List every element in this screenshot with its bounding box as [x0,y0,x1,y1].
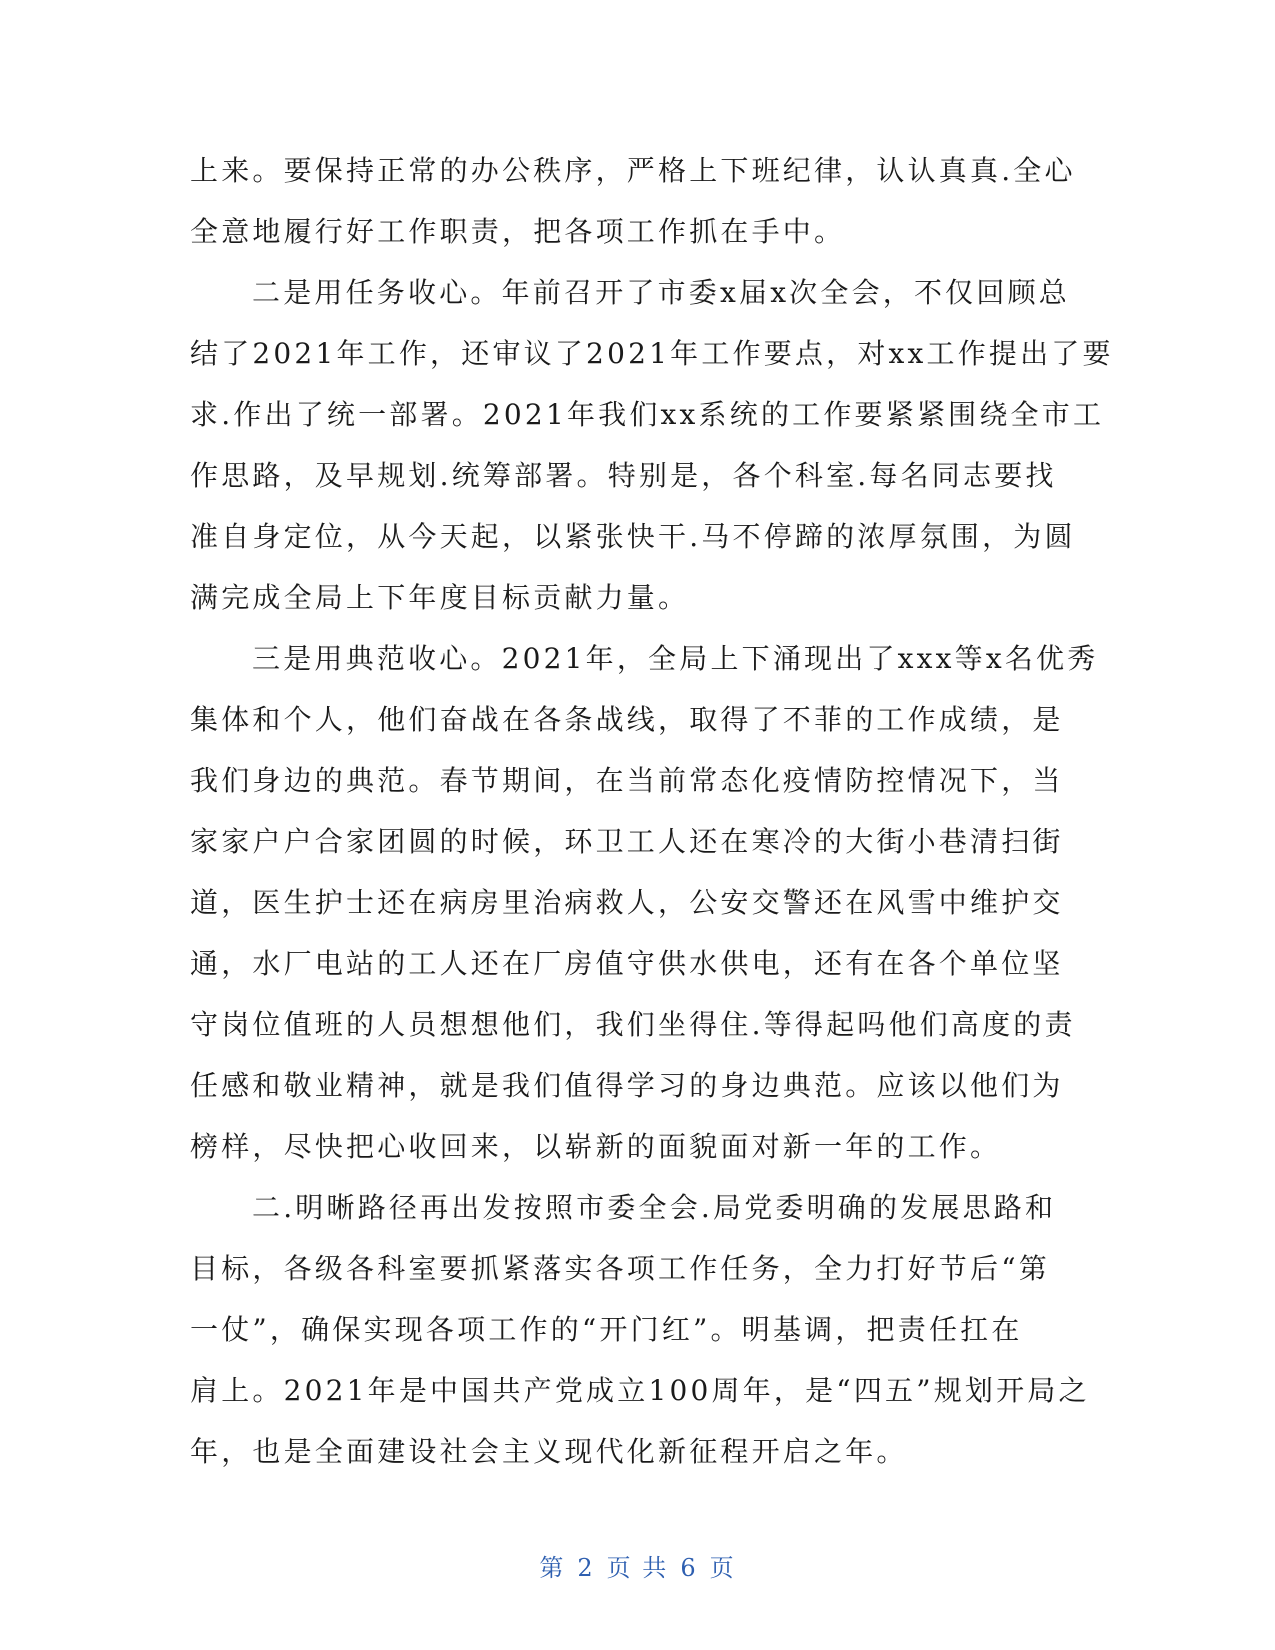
text-line: 目标，各级各科室要抓紧落实各项工作任务，全力打好节后“第 [190,1252,1050,1285]
text-line: 守岗位值班的人员想想他们，我们坐得住.等得起吗他们高度的责 [190,1008,1076,1041]
text-line: 通，水厂电站的工人还在厂房值守供水供电，还有在各个单位坚 [190,947,1064,980]
text-line: 结了2021年工作，还审议了2021年工作要点，对xx工作提出了要 [190,337,1114,370]
text-line: 上来。要保持正常的办公秩序，严格上下班纪律，认认真真.全心 [190,154,1076,187]
footer-current-page: 2 [577,1554,595,1582]
text-line: 二.明晰路径再出发按照市委全会.局党委明确的发展思路和 [252,1191,1057,1224]
text-line: 榜样，尽快把心收回来，以崭新的面貌面对新一年的工作。 [190,1130,1002,1163]
text-line: 家家户户合家团圆的时候，环卫工人还在寒冷的大街小巷清扫街 [190,825,1064,858]
footer-suffix: 页 [709,1554,736,1582]
page-footer [0,1548,1275,1583]
text-line: 全意地履行好工作职责，把各项工作抓在手中。 [190,215,846,248]
text-line: 集体和个人，他们奋战在各条战线，取得了不菲的工作成绩，是 [190,703,1064,736]
text-line: 我们身边的典范。春节期间，在当前常态化疫情防控情况下，当 [190,764,1064,797]
text-line: 求.作出了统一部署。2021年我们xx系统的工作要紧紧围绕全市工 [190,398,1105,431]
document-body [190,140,1114,1482]
text-line: 肩上。2021年是中国共产党成立100周年，是“四五”规划开局之 [190,1374,1090,1407]
text-line: 三是用典范收心。2021年，全局上下涌现出了xxx等x名优秀 [252,642,1099,675]
footer-middle: 页 共 [606,1554,669,1582]
text-line: 任感和敬业精神，就是我们值得学习的身边典范。应该以他们为 [190,1069,1064,1102]
text-line: 满完成全局上下年度目标贡献力量。 [190,581,690,614]
text-line: 作思路，及早规划.统筹部署。特别是，各个科室.每名同志要找 [190,459,1057,492]
footer-prefix: 第 [539,1554,566,1582]
text-line: 一仗”，确保实现各项工作的“开门红”。明基调，把责任扛在 [190,1313,1023,1346]
text-line: 道，医生护士还在病房里治病救人，公安交警还在风雪中维护交 [190,886,1064,919]
footer-total-pages: 6 [680,1554,698,1582]
text-line: 二是用任务收心。年前召开了市委x届x次全会，不仅回顾总 [252,276,1070,309]
text-line: 准自身定位，从今天起，以紧张快干.马不停蹄的浓厚氛围，为圆 [190,520,1076,553]
text-line: 年，也是全面建设社会主义现代化新征程开启之年。 [190,1435,908,1468]
